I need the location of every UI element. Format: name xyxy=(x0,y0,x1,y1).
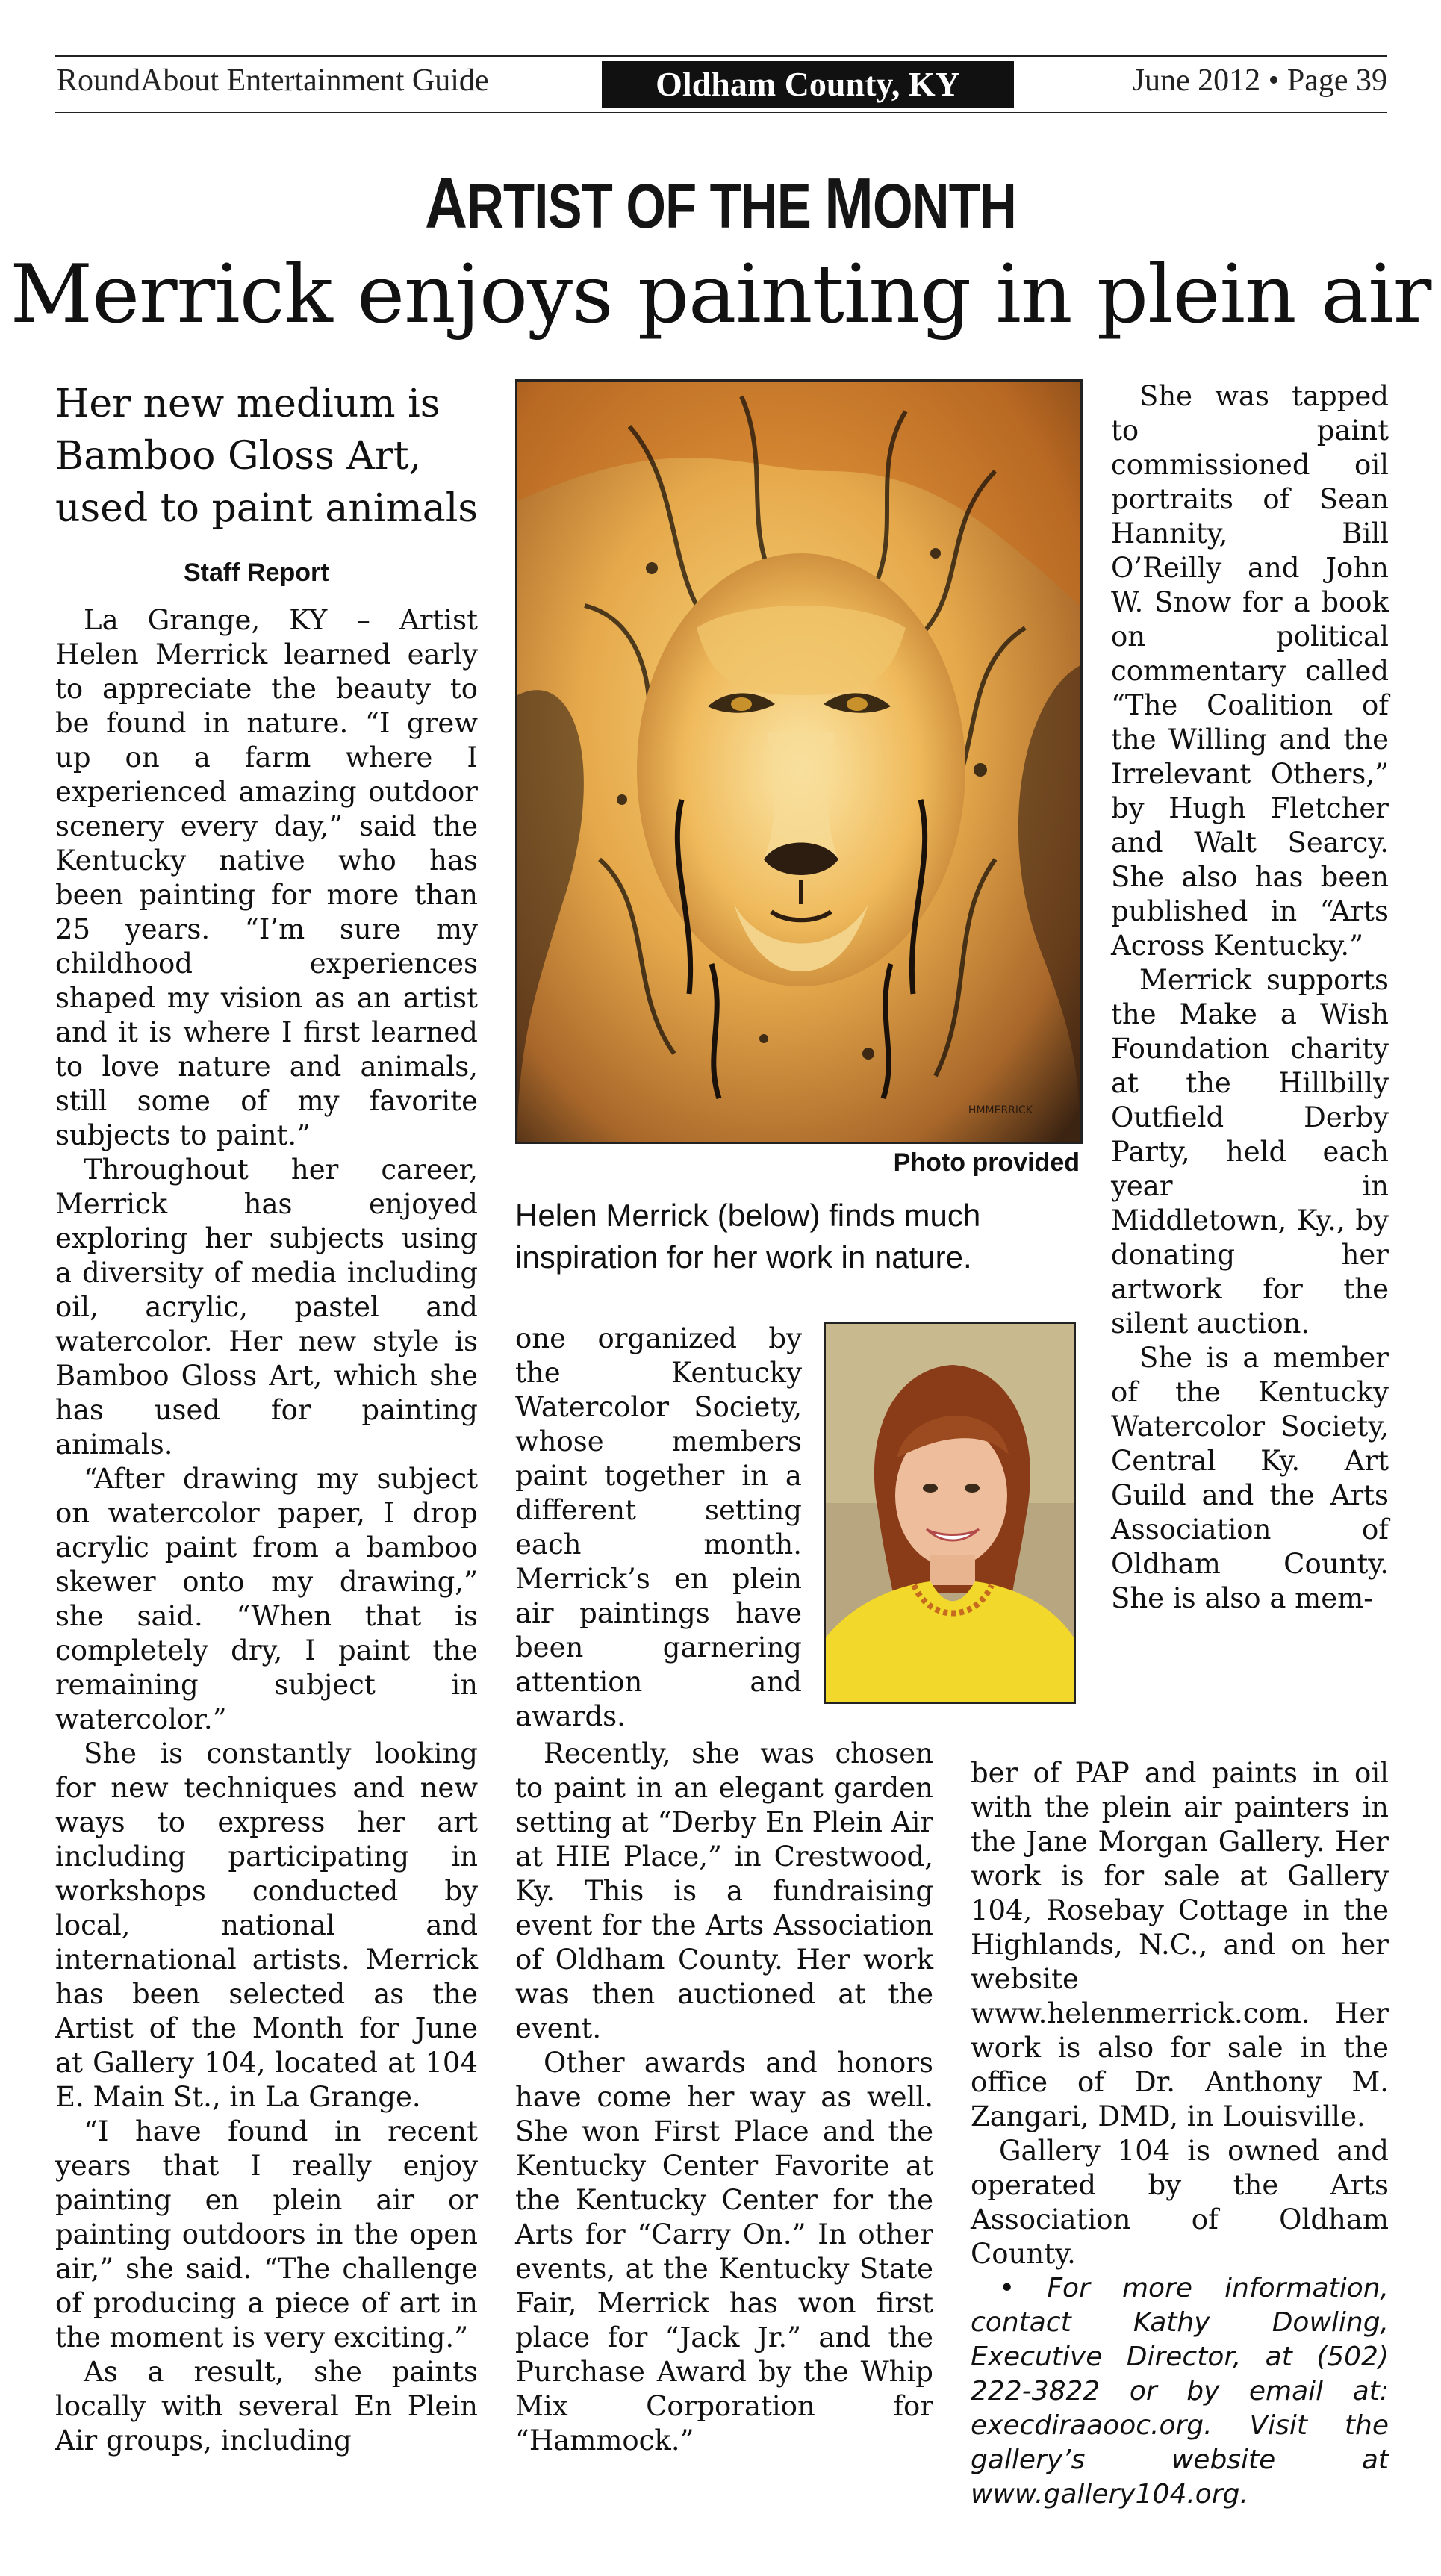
col1-para-5: “I have found in recent years that I really enjoy painting en plein air or painting outdoors in the open air,” she said. “The challenge of producing a piece of art in the moment is very exciting.” xyxy=(55,2115,478,2353)
col3-bottom-para-1: ber of PAP and paints in oil with the plein air painters in the Jane Morgan Gallery. Her work is for sale at Gallery 104, Rosebay Cottage in the Highlands, N.C., and on her website www.helenmerrick.com. Her work is also for sale in the office of Dr. Anthony M. Zangari, DMD, in Louisville. xyxy=(971,1757,1389,2132)
lion-painting-art xyxy=(517,382,1080,1142)
col2-para-2: Other awards and honors have come her way as well. She won First Place and the Kentucky Center Favorite at the Kentucky Center for the Arts for “Carry On.” In other events, at the Kentucky State Fair, Merrick has won first place for “Jack Jr.” and the Purchase Award by the Whip Mix Corporation for “Hammock.” xyxy=(515,2047,933,2457)
headline: Merrick enjoys painting in plein air xyxy=(10,248,1431,341)
col3-para-2: Merrick supports the Make a Wish Foundation charity at the Hillbilly Outfield Derby Party, held each year in Middletown, Ky., by donating her artwork for the silent auction. xyxy=(1111,964,1389,1340)
kicker-m-cap: M xyxy=(824,164,874,243)
col2-para-1: Recently, she was chosen to paint in an elegant garden setting at “Derby En Plein Air at HIE Place,” in Crestwood, Ky. This is a fundraising event for the Arts Association of Oldham County. Her work was then auctioned at the event. xyxy=(515,1737,933,2044)
top-rule xyxy=(55,55,1387,57)
col2-top-text: one organized by the Kentucky Watercolor Society, whose members paint together in a different setting each month. Merrick’s en plein air paintings have been garnering attention and awards. xyxy=(515,1322,802,1732)
kicker-a-rest: RTIST xyxy=(467,171,613,241)
col3-para-1: She was tapped to paint commissioned oil portraits of Sean Hannity, Bill O’Reilly and John W. Snow for a book on political commentary called “The Coalition of the Willing and the Irrelevant Others,” by Hugh Fletcher and Walt Searcy. She also has been published in “Arts Across Kentucky.” xyxy=(1111,380,1389,962)
col1-para-1: La Grange, KY – Artist Helen Merrick learned early to appreciate the beauty to be found in nature. “I grew up on a farm where I experienced amazing outdoor scenery every day,” said the Kentucky native who has been painting for more than 25 years. “I’m sure my childhood experiences shaped my vision as an artist and it is where I first learned to love nature and animals, still some of my favorite subjects to paint.” xyxy=(55,604,478,1151)
col1-para-6: As a result, she paints locally with several En Plein Air groups, including xyxy=(55,2356,478,2457)
kicker-m-rest: ONTH xyxy=(873,171,1016,241)
kicker-of-the: OF THE xyxy=(612,171,825,241)
deck-subhead: Her new medium is Bamboo Gloss Art, used to paint animals xyxy=(55,382,479,531)
col1-para-3: “After drawing my subject on watercolor paper, I drop acrylic paint from a bamboo skewer onto my drawing,” she said. “When that is completely dry, I paint the remaining subject in watercolor.” xyxy=(55,1463,478,1735)
col3-bottom-para-2: Gallery 104 is owned and operated by the Arts Association of Oldham County. xyxy=(971,2135,1389,2270)
lion-painting-image xyxy=(515,379,1083,1144)
col1-para-4: She is constantly looking for new techniques and new ways to express her art including participating in workshops conducted by local, national and international artists. Merrick has been selected as the Artist of the Month for June at Gallery 104, located at 104 E. Main St., in La Grange. xyxy=(55,1737,478,2113)
header-bottom-rule xyxy=(55,112,1387,113)
column-3-top xyxy=(1111,379,1389,1616)
col3-para-3: She is a member of the Kentucky Watercolor Society, Central Ky. Art Guild and the Arts Association of Oldham County. She is also a mem- xyxy=(1111,1342,1389,1614)
col1-para-2: Throughout her career, Merrick has enjoyed exploring her subjects using a diversity of media including oil, acrylic, pastel and watercolor. Her new style is Bamboo Gloss Art, which she has used for painting animals. xyxy=(55,1154,478,1460)
publication-name: RoundAbout Entertainment Guide xyxy=(57,63,489,98)
byline: Staff Report xyxy=(184,559,329,587)
column-3-bottom xyxy=(971,1756,1389,2512)
photo-credit: Photo provided xyxy=(893,1148,1080,1177)
column-2-bottom xyxy=(515,1737,933,2458)
issue-date-page: June 2012 • Page 39 xyxy=(1132,63,1387,98)
portrait-art xyxy=(826,1324,1074,1702)
column-2-top xyxy=(515,1322,802,1734)
column-1 xyxy=(55,603,478,2458)
photo-caption: Helen Merrick (below) finds much inspiration for her work in nature. xyxy=(515,1198,981,1275)
county-banner: Oldham County, KY xyxy=(602,61,1014,108)
section-kicker xyxy=(130,163,1312,245)
kicker-a-cap: A xyxy=(425,164,467,243)
lion-signature: HMMERRICK xyxy=(968,1104,1033,1116)
helen-merrick-portrait xyxy=(824,1322,1076,1704)
more-info-note: • For more information, contact Kathy Dowling, Executive Director, at (502) 222-3822 or by email at: execdiraaooc.org. Visit the gallery’s website at www.gallery104.org. xyxy=(971,2273,1389,2510)
